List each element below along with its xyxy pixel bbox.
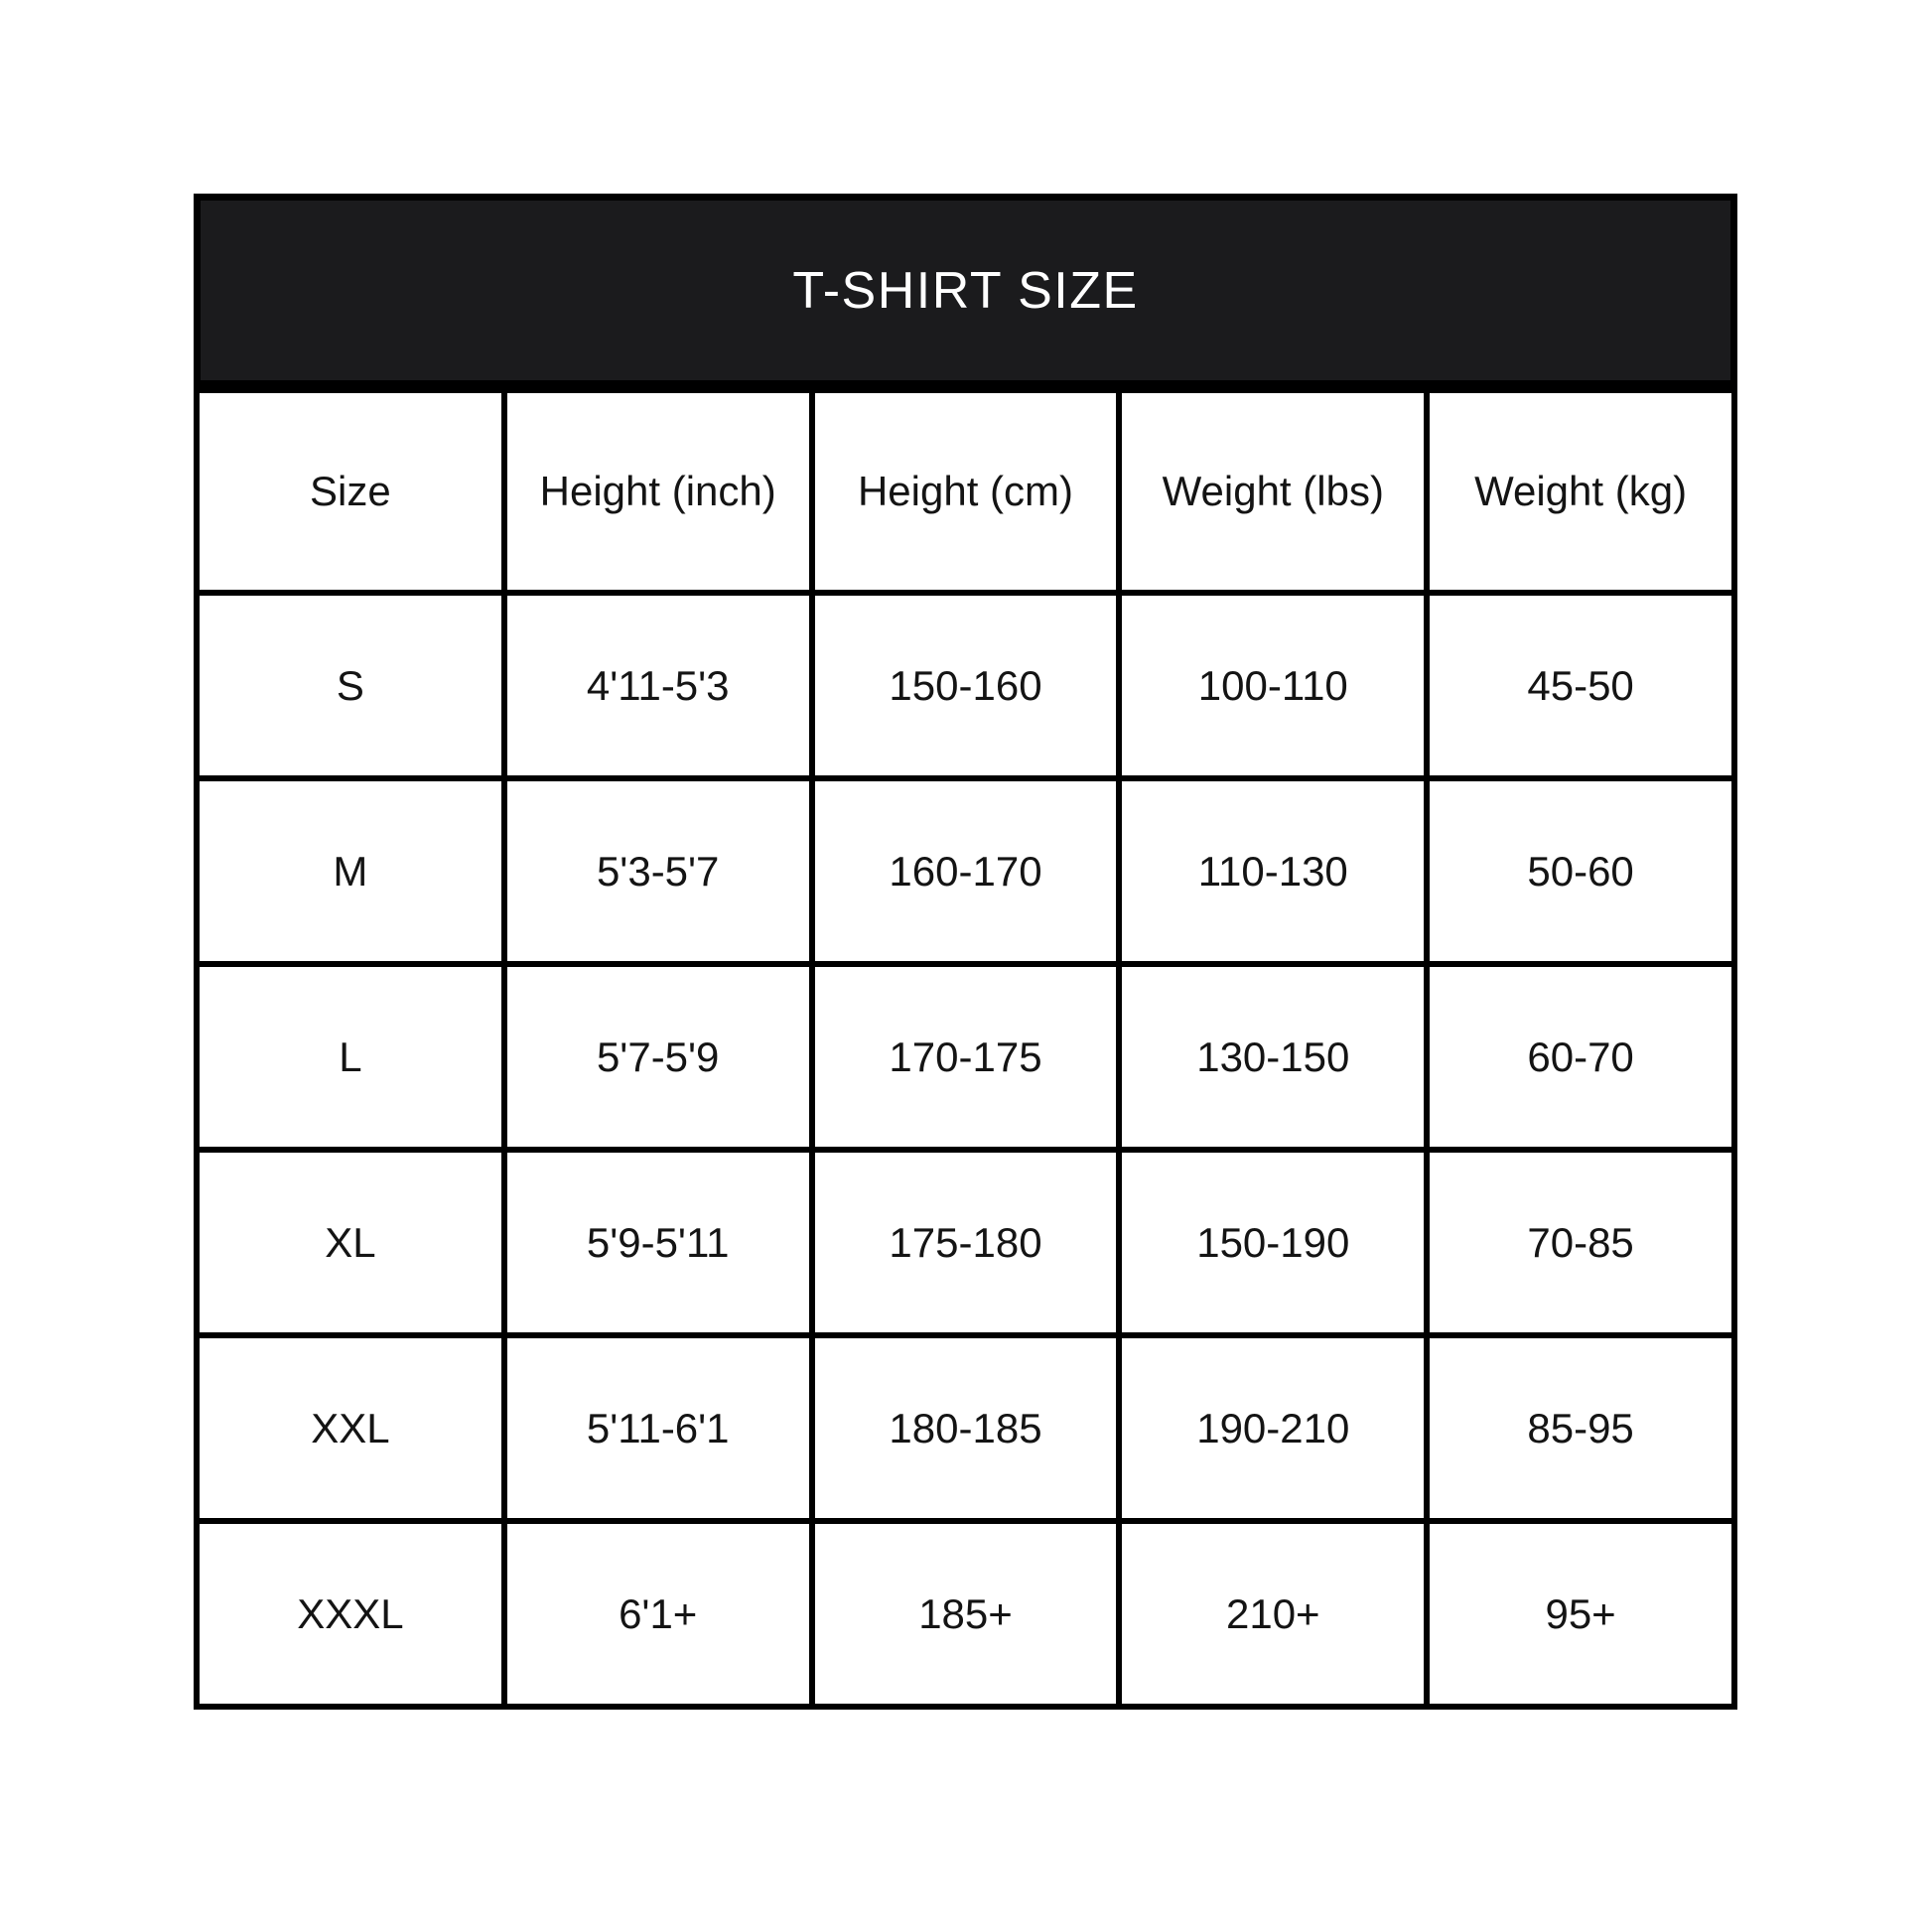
table-cell: 160-170	[812, 778, 1120, 964]
table-cell: 170-175	[812, 964, 1120, 1150]
table-row-m	[197, 778, 1734, 964]
table-cell: 85-95	[1427, 1335, 1734, 1521]
table-cell: 5'7-5'9	[504, 964, 812, 1150]
table-cell: 185+	[812, 1521, 1120, 1707]
table-cell: 4'11-5'3	[504, 593, 812, 778]
table-cell: 5'3-5'7	[504, 778, 812, 964]
chart-title: T-SHIRT SIZE	[792, 261, 1139, 320]
table-cell: 60-70	[1427, 964, 1734, 1150]
table-cell: 190-210	[1119, 1335, 1427, 1521]
table-cell: 210+	[1119, 1521, 1427, 1707]
table-cell: 150-160	[812, 593, 1120, 778]
table-cell: 180-185	[812, 1335, 1120, 1521]
table-row-xxxl	[197, 1521, 1734, 1707]
header-row	[197, 390, 1734, 593]
chart-title-bar	[194, 194, 1737, 387]
table-row-l	[197, 964, 1734, 1150]
table-row-xl	[197, 1150, 1734, 1335]
column-header-height-inch: Height (inch)	[504, 390, 812, 593]
table-cell: 150-190	[1119, 1150, 1427, 1335]
table-cell: M	[197, 778, 504, 964]
table-cell: XXL	[197, 1335, 504, 1521]
column-header-size: Size	[197, 390, 504, 593]
table-cell: 5'11-6'1	[504, 1335, 812, 1521]
table-cell: 5'9-5'11	[504, 1150, 812, 1335]
table-cell: 175-180	[812, 1150, 1120, 1335]
table-cell: 95+	[1427, 1521, 1734, 1707]
table-cell: 130-150	[1119, 964, 1427, 1150]
table-cell: XXXL	[197, 1521, 504, 1707]
table-row-xxl	[197, 1335, 1734, 1521]
table-cell: S	[197, 593, 504, 778]
table-cell: 100-110	[1119, 593, 1427, 778]
column-header-weight-kg: Weight (kg)	[1427, 390, 1734, 593]
table-cell: 70-85	[1427, 1150, 1734, 1335]
table-cell: 110-130	[1119, 778, 1427, 964]
table-cell: 45-50	[1427, 593, 1734, 778]
table-cell: L	[197, 964, 504, 1150]
table-row-s	[197, 593, 1734, 778]
table-cell: 50-60	[1427, 778, 1734, 964]
table-cell: XL	[197, 1150, 504, 1335]
column-header-weight-lbs: Weight (lbs)	[1119, 390, 1427, 593]
table-cell: 6'1+	[504, 1521, 812, 1707]
column-header-height-cm: Height (cm)	[812, 390, 1120, 593]
size-table	[194, 387, 1737, 1710]
size-chart	[194, 194, 1737, 1710]
